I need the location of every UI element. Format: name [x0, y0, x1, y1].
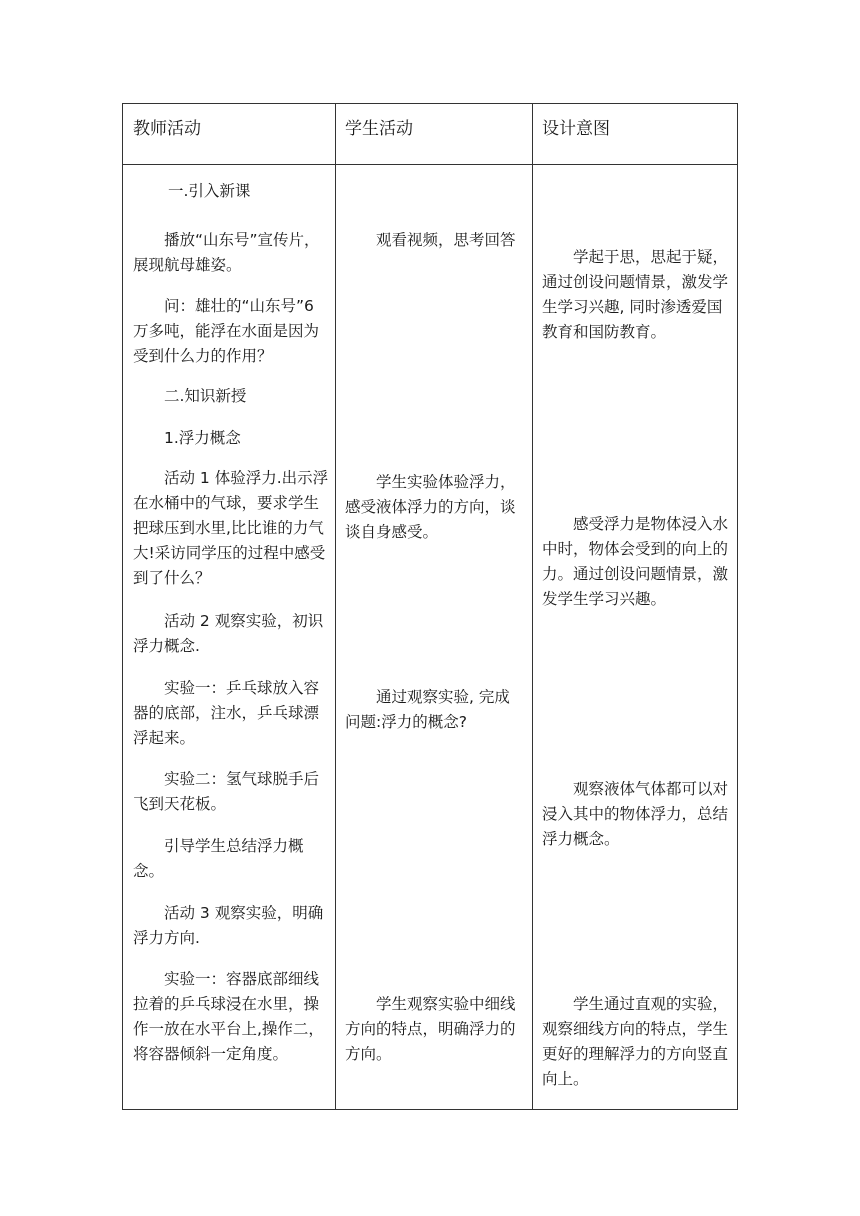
- teacher-paragraph: 引导学生总结浮力概念。: [133, 837, 304, 880]
- intent-paragraph: 学生通过直观的实验，观察细线方向的特点，学生更好的理解浮力的方向竖直向上。: [542, 995, 729, 1088]
- lesson-plan-table: [122, 103, 738, 1110]
- intent-paragraph: 观察液体气体都可以对浸入其中的物体浮力，总结浮力概念。: [542, 780, 729, 848]
- teacher-paragraph: 二.知识新授: [164, 387, 247, 405]
- teacher-paragraph: 一.引入新课: [168, 182, 251, 200]
- student-paragraph: 学生观察实验中细线方向的特点，明确浮力的方向。: [345, 995, 516, 1063]
- header-design-intent: 设计意图: [542, 119, 610, 139]
- header-divider: [123, 164, 737, 165]
- header-student-activity: 学生活动: [345, 119, 413, 139]
- teacher-paragraph: 1.浮力概念: [164, 429, 241, 447]
- teacher-paragraph: 活动 2 观察实验，初识浮力概念.: [133, 612, 324, 655]
- column-divider: [335, 104, 336, 1109]
- column-divider: [532, 104, 533, 1109]
- student-paragraph: 通过观察实验, 完成问题:浮力的概念?: [345, 688, 510, 731]
- teacher-paragraph: 实验二：氢气球脱手后飞到天花板。: [133, 770, 320, 813]
- teacher-paragraph: 活动 1 体验浮力.出示浮在水桶中的气球，要求学生把球压到水里,比比谁的力气大!采访同学压的过程中感受到了什么？: [133, 469, 329, 587]
- intent-paragraph: 感受浮力是物体浸入水中时，物体会受到的向上的力。通过创设问题情景，激发学生学习兴趣。: [542, 515, 729, 608]
- student-paragraph: 观看视频，思考回答: [376, 231, 516, 249]
- teacher-paragraph: 活动 3 观察实验，明确浮力方向.: [133, 904, 324, 947]
- teacher-paragraph: 问：雄壮的“山东号”6万多吨，能浮在水面是因为受到什么力的作用？: [133, 297, 320, 365]
- header-teacher-activity: 教师活动: [133, 119, 201, 139]
- teacher-paragraph: 实验一：容器底部细线拉着的乒乓球浸在水里，操作一放在水平台上,操作二，将容器倾斜一定角度。: [133, 970, 324, 1063]
- teacher-paragraph: 实验一：乒乓球放入容器的底部，注水，乒乓球漂浮起来。: [133, 679, 320, 747]
- intent-paragraph: 学起于思，思起于疑，通过创设问题情景，激发学生学习兴趣, 同时渗透爱国教育和国防教育。: [542, 248, 729, 341]
- teacher-paragraph: 播放“山东号”宣传片，展现航母雄姿。: [133, 231, 320, 274]
- student-paragraph: 学生实验体验浮力，感受液体浮力的方向，谈谈自身感受。: [345, 473, 516, 541]
